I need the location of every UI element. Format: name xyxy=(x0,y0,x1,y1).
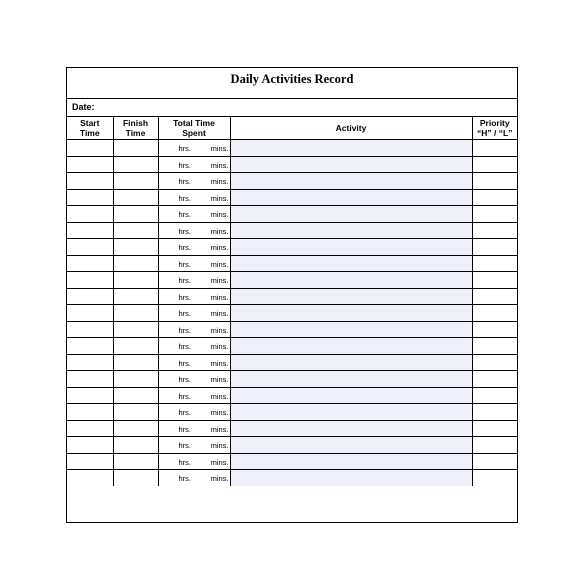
priority-cell[interactable] xyxy=(472,305,517,322)
mins-label: mins. xyxy=(210,177,229,186)
finish-time-cell[interactable] xyxy=(113,189,158,206)
activity-cell[interactable] xyxy=(230,404,472,421)
total-time-cell[interactable] xyxy=(158,156,230,173)
activity-cell[interactable] xyxy=(230,239,472,256)
activity-cell[interactable] xyxy=(230,206,472,223)
hrs-label: hrs. xyxy=(178,391,192,401)
priority-cell[interactable] xyxy=(472,255,517,272)
hrs-label: hrs. xyxy=(178,226,192,236)
mins-label: mins. xyxy=(210,309,229,318)
activity-cell[interactable] xyxy=(230,321,472,338)
hrs-label: hrs. xyxy=(178,243,192,252)
finish-time-cell[interactable] xyxy=(113,321,158,338)
priority-cell[interactable] xyxy=(472,239,517,256)
table-row xyxy=(67,189,517,206)
table-row xyxy=(67,387,517,404)
mins-label: mins. xyxy=(210,226,229,236)
priority-cell[interactable] xyxy=(472,189,517,206)
mins-label: mins. xyxy=(210,391,229,401)
activity-cell[interactable] xyxy=(230,288,472,305)
total-time-cell[interactable] xyxy=(158,321,230,338)
finish-time-cell[interactable] xyxy=(113,222,158,239)
start-time-cell[interactable] xyxy=(67,453,113,470)
activity-cell[interactable] xyxy=(230,470,472,487)
activity-cell[interactable] xyxy=(230,338,472,355)
table-row xyxy=(67,239,517,256)
start-time-cell[interactable] xyxy=(67,354,113,371)
finish-time-cell[interactable] xyxy=(113,354,158,371)
mins-label: mins. xyxy=(210,292,229,302)
table-row xyxy=(67,206,517,223)
activity-cell[interactable] xyxy=(230,453,472,470)
priority-cell[interactable] xyxy=(472,321,517,338)
finish-time-cell[interactable] xyxy=(113,239,158,256)
activity-cell[interactable] xyxy=(230,140,472,157)
total-time-cell[interactable] xyxy=(158,453,230,470)
header-start-time: Start Time xyxy=(67,117,113,140)
hrs-label: hrs. xyxy=(178,474,192,483)
priority-cell[interactable] xyxy=(472,354,517,371)
finish-time-cell[interactable] xyxy=(113,387,158,404)
start-time-cell[interactable] xyxy=(67,222,113,239)
date-label: Date: xyxy=(72,102,95,112)
start-time-cell[interactable] xyxy=(67,338,113,355)
priority-cell[interactable] xyxy=(472,371,517,388)
finish-time-cell[interactable] xyxy=(113,404,158,421)
priority-cell[interactable] xyxy=(472,437,517,454)
table-row xyxy=(67,272,517,289)
finish-time-cell[interactable] xyxy=(113,470,158,487)
finish-time-cell[interactable] xyxy=(113,305,158,322)
hrs-label: hrs. xyxy=(178,325,192,335)
total-time-cell[interactable] xyxy=(158,354,230,371)
priority-cell[interactable] xyxy=(472,420,517,437)
mins-label: mins. xyxy=(210,408,229,417)
finish-time-cell[interactable] xyxy=(113,272,158,289)
hrs-label: hrs. xyxy=(178,292,192,302)
hrs-label: hrs. xyxy=(178,276,192,285)
mins-label: mins. xyxy=(210,375,229,384)
start-time-cell[interactable] xyxy=(67,173,113,190)
hrs-label: hrs. xyxy=(178,424,192,434)
hrs-label: hrs. xyxy=(178,358,192,368)
activity-cell[interactable] xyxy=(230,272,472,289)
start-time-cell[interactable] xyxy=(67,305,113,322)
table-row xyxy=(67,255,517,272)
priority-cell[interactable] xyxy=(472,404,517,421)
start-time-cell[interactable] xyxy=(67,140,113,157)
finish-time-cell[interactable] xyxy=(113,173,158,190)
activity-cell[interactable] xyxy=(230,173,472,190)
start-time-cell[interactable] xyxy=(67,156,113,173)
start-time-cell[interactable] xyxy=(67,255,113,272)
start-time-cell[interactable] xyxy=(67,239,113,256)
finish-time-cell[interactable] xyxy=(113,156,158,173)
mins-label: mins. xyxy=(210,358,229,368)
hrs-label: hrs. xyxy=(178,259,192,269)
priority-cell[interactable] xyxy=(472,222,517,239)
table-row xyxy=(67,453,517,470)
mins-label: mins. xyxy=(210,474,229,483)
start-time-cell[interactable] xyxy=(67,288,113,305)
total-time-cell[interactable] xyxy=(158,255,230,272)
table-row xyxy=(67,437,517,454)
hrs-label: hrs. xyxy=(178,408,192,417)
total-time-cell[interactable] xyxy=(158,404,230,421)
mins-label: mins. xyxy=(210,144,229,153)
form-title: Daily Activities Record xyxy=(67,68,517,99)
table-row xyxy=(67,470,517,487)
daily-activities-form xyxy=(66,67,518,523)
table-row xyxy=(67,173,517,190)
table-row xyxy=(67,321,517,338)
priority-cell[interactable] xyxy=(472,387,517,404)
mins-label: mins. xyxy=(210,193,229,203)
mins-label: mins. xyxy=(210,424,229,434)
priority-cell[interactable] xyxy=(472,173,517,190)
header-priority: Priority “H” / “L” xyxy=(472,117,517,140)
start-time-cell[interactable] xyxy=(67,321,113,338)
activity-cell[interactable] xyxy=(230,189,472,206)
table-row xyxy=(67,371,517,388)
activity-cell[interactable] xyxy=(230,255,472,272)
header-total-time-spent: Total Time Spent xyxy=(158,117,230,140)
total-time-cell[interactable] xyxy=(158,470,230,487)
finish-time-cell[interactable] xyxy=(113,288,158,305)
table-row xyxy=(67,404,517,421)
hrs-label: hrs. xyxy=(178,193,192,203)
finish-time-cell[interactable] xyxy=(113,371,158,388)
total-time-cell[interactable] xyxy=(158,272,230,289)
start-time-cell[interactable] xyxy=(67,206,113,223)
start-time-cell[interactable] xyxy=(67,470,113,487)
start-time-cell[interactable] xyxy=(67,189,113,206)
table-row xyxy=(67,140,517,157)
finish-time-cell[interactable] xyxy=(113,338,158,355)
total-time-cell[interactable] xyxy=(158,371,230,388)
total-time-cell[interactable] xyxy=(158,338,230,355)
hrs-label: hrs. xyxy=(178,375,192,384)
table-row xyxy=(67,156,517,173)
hrs-label: hrs. xyxy=(178,342,192,351)
total-time-cell[interactable] xyxy=(158,437,230,454)
total-time-cell[interactable] xyxy=(158,173,230,190)
hrs-label: hrs. xyxy=(178,457,192,467)
finish-time-cell[interactable] xyxy=(113,140,158,157)
priority-cell[interactable] xyxy=(472,470,517,487)
activity-cell[interactable] xyxy=(230,354,472,371)
finish-time-cell[interactable] xyxy=(113,437,158,454)
start-time-cell[interactable] xyxy=(67,420,113,437)
activity-cell[interactable] xyxy=(230,222,472,239)
table-body xyxy=(67,140,517,487)
hrs-label: hrs. xyxy=(178,177,192,186)
priority-cell[interactable] xyxy=(472,140,517,157)
activities-table xyxy=(67,117,517,486)
activity-cell[interactable] xyxy=(230,156,472,173)
header-finish-time: Finish Time xyxy=(113,117,158,140)
total-time-cell[interactable] xyxy=(158,189,230,206)
mins-label: mins. xyxy=(210,441,229,450)
hrs-label: hrs. xyxy=(178,441,192,450)
mins-label: mins. xyxy=(210,259,229,269)
activity-cell[interactable] xyxy=(230,437,472,454)
start-time-cell[interactable] xyxy=(67,272,113,289)
start-time-cell[interactable] xyxy=(67,371,113,388)
start-time-cell[interactable] xyxy=(67,387,113,404)
priority-cell[interactable] xyxy=(472,338,517,355)
mins-label: mins. xyxy=(210,325,229,335)
start-time-cell[interactable] xyxy=(67,404,113,421)
total-time-cell[interactable] xyxy=(158,305,230,322)
finish-time-cell[interactable] xyxy=(113,255,158,272)
table-row xyxy=(67,222,517,239)
hrs-label: hrs. xyxy=(178,309,192,318)
table-row xyxy=(67,338,517,355)
finish-time-cell[interactable] xyxy=(113,420,158,437)
priority-cell[interactable] xyxy=(472,453,517,470)
priority-cell[interactable] xyxy=(472,272,517,289)
mins-label: mins. xyxy=(210,457,229,467)
total-time-cell[interactable] xyxy=(158,420,230,437)
activity-cell[interactable] xyxy=(230,305,472,322)
mins-label: mins. xyxy=(210,243,229,252)
header-row xyxy=(67,117,517,140)
finish-time-cell[interactable] xyxy=(113,206,158,223)
hrs-label: hrs. xyxy=(178,210,192,219)
priority-cell[interactable] xyxy=(472,206,517,223)
table-row xyxy=(67,288,517,305)
total-time-cell[interactable] xyxy=(158,206,230,223)
table-row xyxy=(67,305,517,322)
start-time-cell[interactable] xyxy=(67,437,113,454)
mins-label: mins. xyxy=(210,276,229,285)
total-time-cell[interactable] xyxy=(158,239,230,256)
finish-time-cell[interactable] xyxy=(113,453,158,470)
table-row xyxy=(67,354,517,371)
mins-label: mins. xyxy=(210,160,229,170)
header-activity: Activity xyxy=(230,117,472,140)
hrs-label: hrs. xyxy=(178,144,192,153)
total-time-cell[interactable] xyxy=(158,222,230,239)
activity-cell[interactable] xyxy=(230,371,472,388)
activity-cell[interactable] xyxy=(230,387,472,404)
table-row xyxy=(67,420,517,437)
priority-cell[interactable] xyxy=(472,156,517,173)
hrs-label: hrs. xyxy=(178,160,192,170)
total-time-cell[interactable] xyxy=(158,288,230,305)
mins-label: mins. xyxy=(210,210,229,219)
activity-cell[interactable] xyxy=(230,420,472,437)
total-time-cell[interactable] xyxy=(158,387,230,404)
priority-cell[interactable] xyxy=(472,288,517,305)
total-time-cell[interactable] xyxy=(158,140,230,157)
date-field[interactable] xyxy=(67,99,517,117)
mins-label: mins. xyxy=(210,342,229,351)
